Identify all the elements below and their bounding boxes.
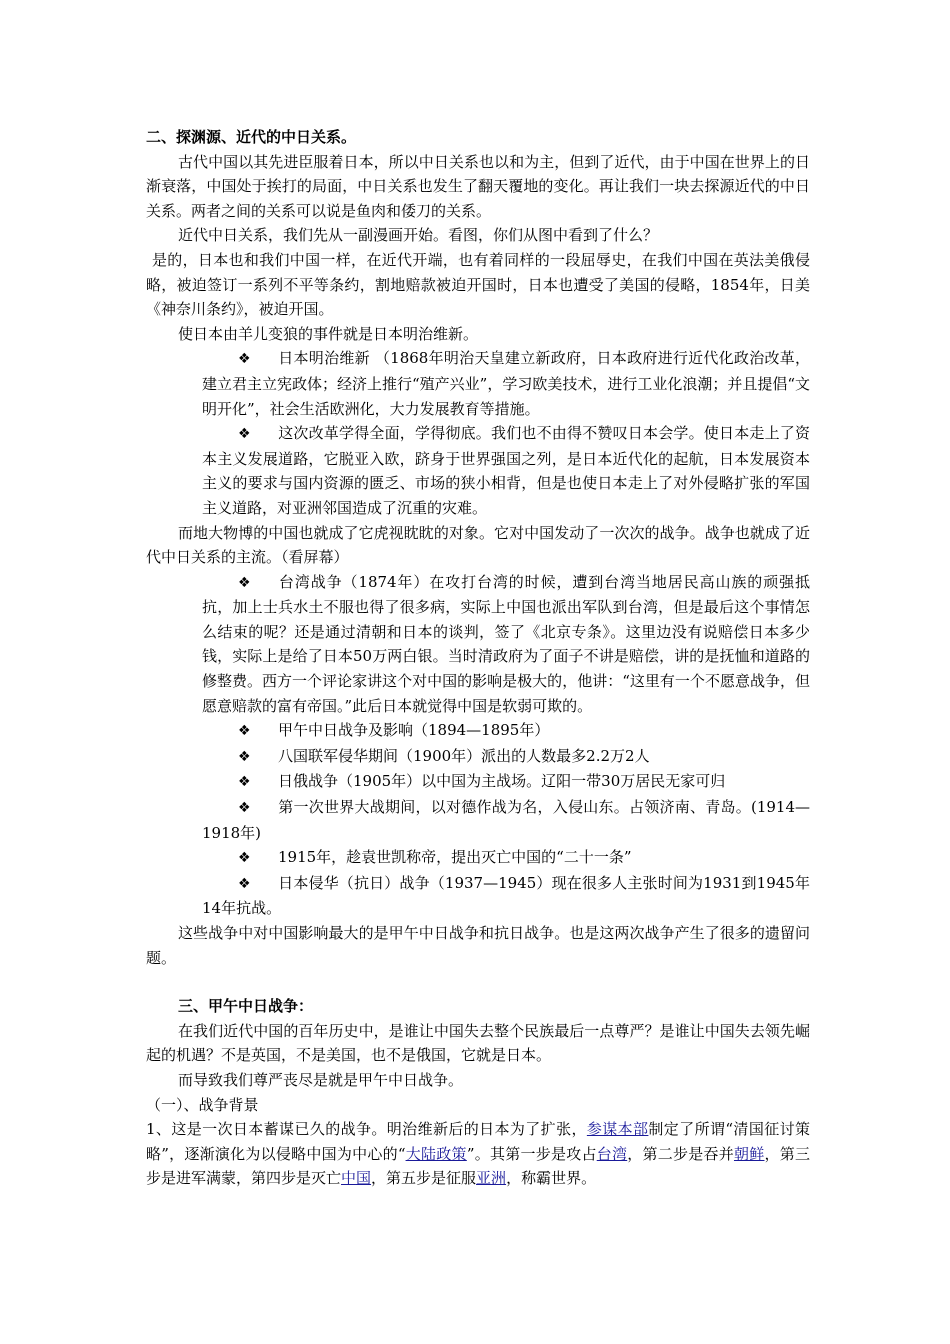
paragraph: 而地大物博的中国也就成了它虎视眈眈的对象。它对中国发动了一次次的战争。战争也就成了近代中日关系的主流。（看屏幕） xyxy=(146,523,810,567)
list-item-text: 第一次世界大战期间，以对德作战为名，入侵山东。占领济南、青岛。(1914—1918年) xyxy=(202,798,810,842)
list-item xyxy=(202,570,810,719)
spacer xyxy=(146,970,810,994)
bullet-icon: ❖ xyxy=(238,875,251,892)
text-run: ，第三步是进军满蒙，第四步是灭亡 xyxy=(146,1144,810,1188)
paragraph: 这些战争中对中国影响最大的是甲午中日战争和抗日战争。也是这两次战争产生了很多的遗留问题。 xyxy=(146,924,810,967)
section-2-heading: 二、探渊源、近代的中日关系。 xyxy=(146,128,357,146)
list-item xyxy=(202,421,810,520)
bullet-icon: ❖ xyxy=(238,748,251,765)
paragraph: 在我们近代中国的百年历史中，是谁让中国失去整个民族最后一点尊严？是谁让中国失去领先崛起的机遇？不是英国，不是美国，也不是俄国，它就是日本。 xyxy=(146,1021,810,1065)
list-item xyxy=(202,744,810,770)
list-item-text: 日本明治维新 （1868年明治天皇建立新政府，日本政府进行近代化政治改革，建立君主立宪政体；经济上推行“殖产兴业”，学习欧美技术，进行工业化浪潮；并且提倡“文明开化”，社会生活欧洲化，大力发展教育等措施。 xyxy=(202,349,811,418)
link-china[interactable]: 中国 xyxy=(341,1169,372,1188)
bullet-icon: ❖ xyxy=(238,574,251,591)
link-general-staff[interactable]: 参谋本部 xyxy=(586,1120,649,1139)
link-taiwan[interactable]: 台湾 xyxy=(596,1144,628,1163)
text-run: ，称霸世界。 xyxy=(506,1169,597,1188)
document-body xyxy=(146,125,810,1191)
paragraph: 近代中日关系，我们先从一副漫画开始。看图，你们从图中看到了什么？ xyxy=(178,226,659,245)
link-continental-policy[interactable]: 大陆政策 xyxy=(405,1144,467,1163)
text-run: ，第二步是吞并 xyxy=(627,1144,734,1163)
list-item xyxy=(202,871,810,921)
paragraph: 古代中国以其先进臣服着日本，所以中日关系也以和为主，但到了近代，由于中国在世界上的日渐衰落，中国处于挨打的局面，中日关系也发生了翻天覆地的变化。再让我们一块去探源近代的中日关系。两者之间的关系可以说是鱼肉和倭刀的关系。 xyxy=(146,152,810,220)
paragraph: 是的，日本也和我们中国一样，在近代开端，也有着同样的一段屈辱史，在我们中国在英法美俄侵略，被迫签订一系列不平等条约，割地赔款被迫开国时，日本也遭受了美国的侵略，1854年，日美《神奈川条约》，被迫开国。 xyxy=(146,250,810,319)
subheading: （一）、战争背景 xyxy=(146,1095,259,1114)
list-item-text: 这次改革学得全面，学得彻底。我们也不由得不赞叹日本会学。使日本走上了资本主义发展道路，它脱亚入欧，跻身于世界强国之列，是日本近代化的起航，日本发展资本主义的要求与国内资源的匮乏、市场的狭小相背，但是也使日本走上了对外侵略扩张的军国主义道路，对亚洲邻国造成了沉重的灾难。 xyxy=(202,424,810,517)
bullet-icon: ❖ xyxy=(238,850,251,867)
text-run: ，第五步是征服 xyxy=(371,1169,477,1188)
list-item-text: 日俄战争（1905年）以中国为主战场。辽阳一带30万居民无家可归 xyxy=(278,772,726,791)
list-item-text: 日本侵华（抗日）战争（1937—1945）现在很多人主张时间为1931到1945年14年抗战。 xyxy=(202,873,810,918)
bullet-icon: ❖ xyxy=(238,426,251,443)
list-item xyxy=(202,346,810,421)
text-run: 制定了所谓“清国征讨策略”，逐渐演化为以侵略中国为中心的“ xyxy=(146,1120,810,1163)
bullet-icon: ❖ xyxy=(238,800,251,817)
bullet-icon: ❖ xyxy=(238,723,251,740)
list-item-text: 1915年，趁袁世凯称帝，提出灭亡中国的“二十一条” xyxy=(278,848,632,867)
bullet-icon: ❖ xyxy=(238,351,251,368)
list-item-text: 甲午中日战争及影响（1894—1895年） xyxy=(278,721,550,740)
list-item-text: 台湾战争（1874年）在攻打台湾的时候，遭到台湾当地居民高山族的顽强抵抗，加上士兵水土不服也得了很多病，实际上中国也派出军队到台湾，但是最后这个事情怎么结束的呢？还是通过清朝和日本的谈判，签了《北京专条》。这里边没有说赔偿日本多少钱，实际上是给了日本50万两白银。当时清政府为了面子不讲是赔偿，讲的是抚恤和道路的修整费。西方一个评论家讲这个对中国的影响是极大的，他讲：“这里有一个不愿意战争，但愿意赔款的富有帝国。”此后日本就觉得中国是软弱可欺的。 xyxy=(202,572,810,715)
bullet-icon: ❖ xyxy=(238,774,251,791)
list-item-text: 八国联军侵华期间（1900年）派出的人数最多2.2万2人 xyxy=(278,746,650,765)
text-run: 1、这是一次日本蓄谋已久的战争。明治维新后的日本为了扩张， xyxy=(146,1120,587,1139)
text-run: ”。其第一步是攻占 xyxy=(466,1144,597,1163)
list-item xyxy=(202,718,810,744)
paragraph-with-links xyxy=(146,1117,810,1191)
list-item xyxy=(202,795,810,845)
list-item xyxy=(202,769,810,795)
section-3-heading: 三、甲午中日战争： xyxy=(178,997,314,1016)
paragraph: 使日本由羊儿变狼的事件就是日本明治维新。 xyxy=(178,324,479,343)
list-item xyxy=(202,845,810,871)
paragraph: 而导致我们尊严丧尽是就是甲午中日战争。 xyxy=(178,1070,464,1089)
link-korea[interactable]: 朝鲜 xyxy=(733,1144,765,1163)
link-asia[interactable]: 亚洲 xyxy=(476,1169,507,1188)
